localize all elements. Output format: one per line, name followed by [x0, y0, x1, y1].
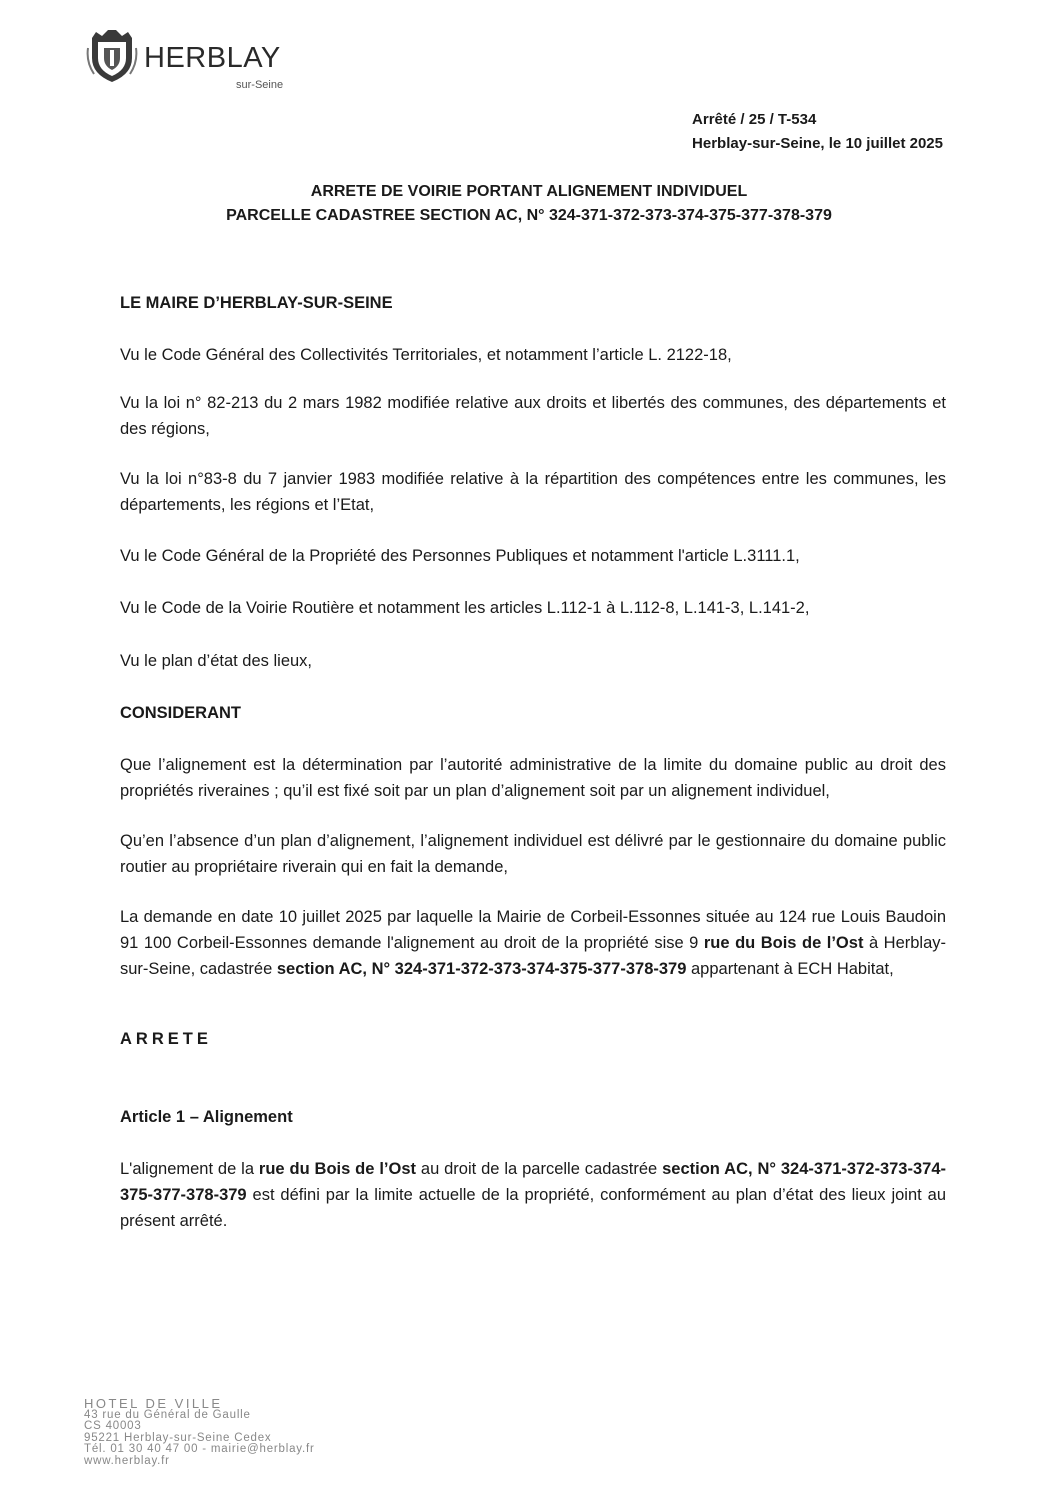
considerant-paragraph-1: Que l’alignement est la détermination par l’autorité administrative de la limite du domaine public au droit des propriétés riveraines ; qu’il est fixé soit par un plan d’alignement soit par un alignement individuel,	[120, 756, 946, 800]
decree-reference-block	[692, 108, 943, 156]
footer-line-1: 43 rue du Général de Gaulle	[84, 1408, 251, 1421]
title-line-2: PARCELLE CADASTREE SECTION AC, N° 324-371-372-373-374-375-377-378-379	[226, 207, 832, 224]
article-1-paragraph	[120, 1156, 946, 1234]
considerant-paragraph-3	[120, 904, 946, 982]
a1-text-e: est défini par la limite actuelle de la propriété, conformément au plan d’état des lieux joint au présent arrêté.	[120, 1186, 946, 1230]
vu-paragraph-5: Vu le Code de la Voirie Routière et notamment les articles L.112-1 à L.112-8, L.141-3, L.141-2,	[120, 599, 810, 617]
footer-line-2: CS 40003	[84, 1420, 142, 1432]
c3-text-e: appartenant à ECH Habitat,	[686, 960, 894, 978]
vu-paragraph-2: Vu la loi n° 82-213 du 2 mars 1982 modifiée relative aux droits et libertés des communes, des départements et des régions,	[120, 394, 946, 438]
footer-line-3: 95221 Herblay-sur-Seine Cedex	[84, 1431, 272, 1444]
vu-paragraph-6: Vu le plan d’état des lieux,	[120, 652, 313, 670]
considerant-heading: CONSIDERANT	[120, 704, 242, 722]
document-body	[120, 290, 946, 1234]
article-1-title: Article 1 – Alignement	[120, 1108, 293, 1126]
mayor-heading: LE MAIRE D’HERBLAY-SUR-SEINE	[120, 294, 393, 312]
document-title	[0, 180, 1058, 228]
vu-paragraph-4: Vu le Code Général de la Propriété des Personnes Publiques et notamment l'article L.3111.1,	[120, 547, 800, 565]
a1-text-c: au droit de la parcelle cadastrée	[416, 1160, 663, 1178]
footer-line-4: Tél. 01 30 40 47 00 - mairie@herblay.fr	[84, 1443, 315, 1455]
city-crest-icon	[86, 28, 138, 84]
arrete-heading: ARRETE	[120, 1030, 212, 1048]
c3-text-c: à Herblay-sur-Seine, cadastrée	[120, 934, 947, 978]
a1-street: rue du Bois de l’Ost	[258, 1160, 416, 1178]
a1-text-a: L'alignement de la	[120, 1160, 259, 1178]
vu-paragraph-3: Vu la loi n°83-8 du 7 janvier 1983 modifiée relative à la répartition des compétences entre les communes, les départements, les régions et l’Etat,	[120, 470, 946, 514]
logo-name: HERBLAY	[144, 42, 281, 74]
title-line-1: ARRETE DE VOIRIE PORTANT ALIGNEMENT INDIVIDUEL	[310, 183, 748, 200]
vu-paragraph-1: Vu le Code Général des Collectivités Territoriales, et notamment l’article L. 2122-18,	[120, 346, 732, 364]
footer-line-5: www.herblay.fr	[84, 1454, 170, 1467]
considerant-paragraph-2: Qu’en l’absence d’un plan d’alignement, l’alignement individuel est délivré par le gestionnaire du domaine public routier au propriétaire riverain qui en fait la demande,	[120, 832, 946, 876]
footer-address	[84, 1398, 315, 1467]
place-date: Herblay-sur-Seine, le 10 juillet 2025	[692, 135, 943, 152]
footer-title: HOTEL DE VILLE	[84, 1396, 223, 1411]
c3-street: rue du Bois de l’Ost	[703, 934, 864, 952]
decree-reference: Arrêté / 25 / T-534	[692, 111, 817, 128]
a1-parcel: section AC, N° 324-371-372-373-374-375-377-378-379	[120, 1160, 946, 1204]
c3-parcel: section AC, N° 324-371-372-373-374-375-377-378-379	[276, 960, 687, 978]
logo-subtitle: sur-Seine	[236, 79, 284, 91]
c3-text-a: La demande en date 10 juillet 2025 par laquelle la Mairie de Corbeil-Essonnes située au 124 rue Louis Baudoin 91 100 Corbeil-Essonnes demande l'alignement au droit de la propriété sise 9	[120, 908, 946, 952]
herblay-logo	[86, 28, 316, 91]
